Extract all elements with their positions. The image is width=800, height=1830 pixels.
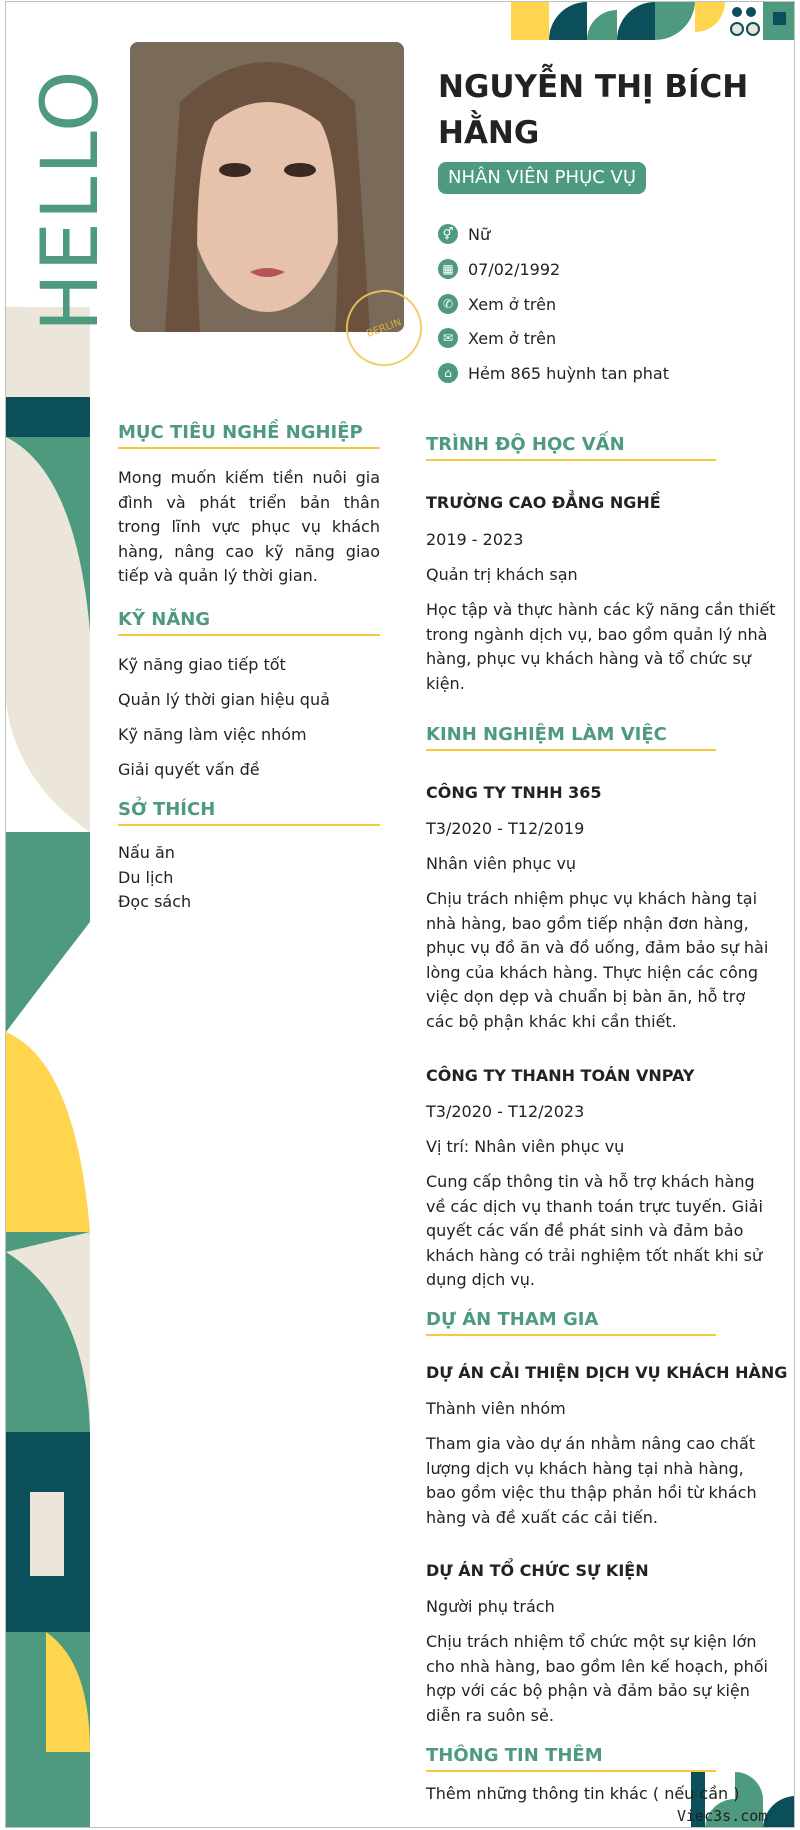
home-icon: ⌂ (438, 363, 458, 383)
skill-item: Quản lý thời gian hiệu quả (118, 690, 330, 709)
school-name: TRƯỜNG CAO ĐẲNG NGHỀ (426, 493, 661, 512)
objective-title: MỤC TIÊU NGHỀ NGHIỆP (118, 422, 380, 449)
info-phone-text: Xem ở trên (468, 294, 557, 314)
info-email (438, 323, 556, 353)
job-role: Vị trí: Nhân viên phục vụ (426, 1137, 625, 1156)
project-desc: Chịu trách nhiệm tổ chức một sự kiện lớn cho nhà hàng, bao gồm lên kế hoạch, phối hợp với các bộ phận và đảm bảo sự kiện diễn ra suôn sẻ. (426, 1632, 768, 1725)
portrait-image (130, 42, 404, 332)
decorative-top-right (511, 2, 795, 40)
profile-photo (130, 42, 404, 332)
watermark: Viec3s.com (677, 1807, 768, 1825)
project-name: DỰ ÁN CẢI THIỆN DỊCH VỤ KHÁCH HÀNG (426, 1363, 788, 1382)
gender-icon: ⚥ (438, 224, 458, 244)
more-info-text: Thêm những thông tin khác ( nếu cần ) (426, 1784, 740, 1803)
hobbies-title: SỞ THÍCH (118, 799, 380, 826)
hello-decorative-text: HELLO (26, 68, 116, 332)
info-address (438, 358, 669, 388)
objective-text: Mong muốn kiếm tiền nuôi gia đình và phát triển bản thân trong lĩnh vực phục vụ khách hàng, nâng cao kỹ năng giao tiếp và quản lý thời gian. (118, 468, 380, 585)
hobby-item: Du lịch (118, 868, 174, 887)
skills-title: KỸ NĂNG (118, 609, 380, 636)
info-address-text: Hẻm 865 huỳnh tan phat (468, 363, 669, 383)
skill-item: Giải quyết vấn đề (118, 760, 260, 779)
berlin-stamp: BERLIN (335, 279, 432, 376)
position-badge: NHÂN VIÊN PHỤC VỤ (438, 162, 646, 194)
education-desc: Học tập và thực hành các kỹ năng cần thiết trong ngành dịch vụ, bao gồm quản lý nhà hàng, phục vụ khách hàng và tổ chức sự kiện. (426, 600, 776, 693)
education-major: Quản trị khách sạn (426, 565, 578, 584)
info-gender-text: Nữ (468, 224, 491, 244)
info-phone (438, 289, 556, 319)
info-gender (438, 219, 490, 249)
education-title: TRÌNH ĐỘ HỌC VẤN (426, 434, 716, 461)
project-role: Người phụ trách (426, 1597, 555, 1616)
project-desc: Tham gia vào dự án nhằm nâng cao chất lượng dịch vụ khách hàng tại nhà hàng, bao gồm việc thu thập phản hồi từ khách hàng và đề xuất các cải tiến. (426, 1434, 757, 1527)
info-birthday-text: 07/02/1992 (468, 259, 561, 279)
info-email-text: Xem ở trên (468, 328, 557, 348)
job-period: T3/2020 - T12/2023 (426, 1102, 585, 1121)
calendar-icon: ▦ (438, 259, 458, 279)
job-desc: Chịu trách nhiệm phục vụ khách hàng tại nhà hàng, bao gồm tiếp nhận đơn hàng, phục vụ đồ ăn và đồ uống, đảm bảo sự hài lòng của khách hàng. Thực hiện các công việc dọn dẹp và chuẩn bị bàn ăn, hỗ trợ các bộ phận khác khi cần thiết. (426, 889, 769, 1031)
project-role: Thành viên nhóm (426, 1399, 566, 1418)
job-period: T3/2020 - T12/2019 (426, 819, 585, 838)
education-period: 2019 - 2023 (426, 530, 524, 549)
projects-title: DỰ ÁN THAM GIA (426, 1309, 716, 1336)
hobby-item: Nấu ăn (118, 843, 175, 862)
hobby-item: Đọc sách (118, 892, 192, 911)
more-info-title: THÔNG TIN THÊM (426, 1745, 716, 1772)
info-birthday (438, 254, 560, 284)
project-name: DỰ ÁN TỔ CHỨC SỰ KIỆN (426, 1561, 649, 1580)
email-icon: ✉ (438, 328, 458, 348)
job-company: CÔNG TY TNHH 365 (426, 783, 602, 802)
job-desc: Cung cấp thông tin và hỗ trợ khách hàng về các dịch vụ thanh toán trực tuyến. Giải quyết các vấn đề phát sinh và đảm bảo khách hàng có trải nghiệm tốt nhất khi sử dụng dịch vụ. (426, 1172, 763, 1289)
skill-item: Kỹ năng giao tiếp tốt (118, 655, 286, 674)
candidate-name: NGUYỄN THỊ BÍCH HẰNG (438, 69, 749, 151)
job-company: CÔNG TY THANH TOÁN VNPAY (426, 1066, 695, 1085)
phone-icon: ✆ (438, 294, 458, 314)
job-role: Nhân viên phục vụ (426, 854, 577, 873)
resume-page (5, 1, 795, 1828)
experience-title: KINH NGHIỆM LÀM VIỆC (426, 724, 716, 751)
skill-item: Kỹ năng làm việc nhóm (118, 725, 307, 744)
